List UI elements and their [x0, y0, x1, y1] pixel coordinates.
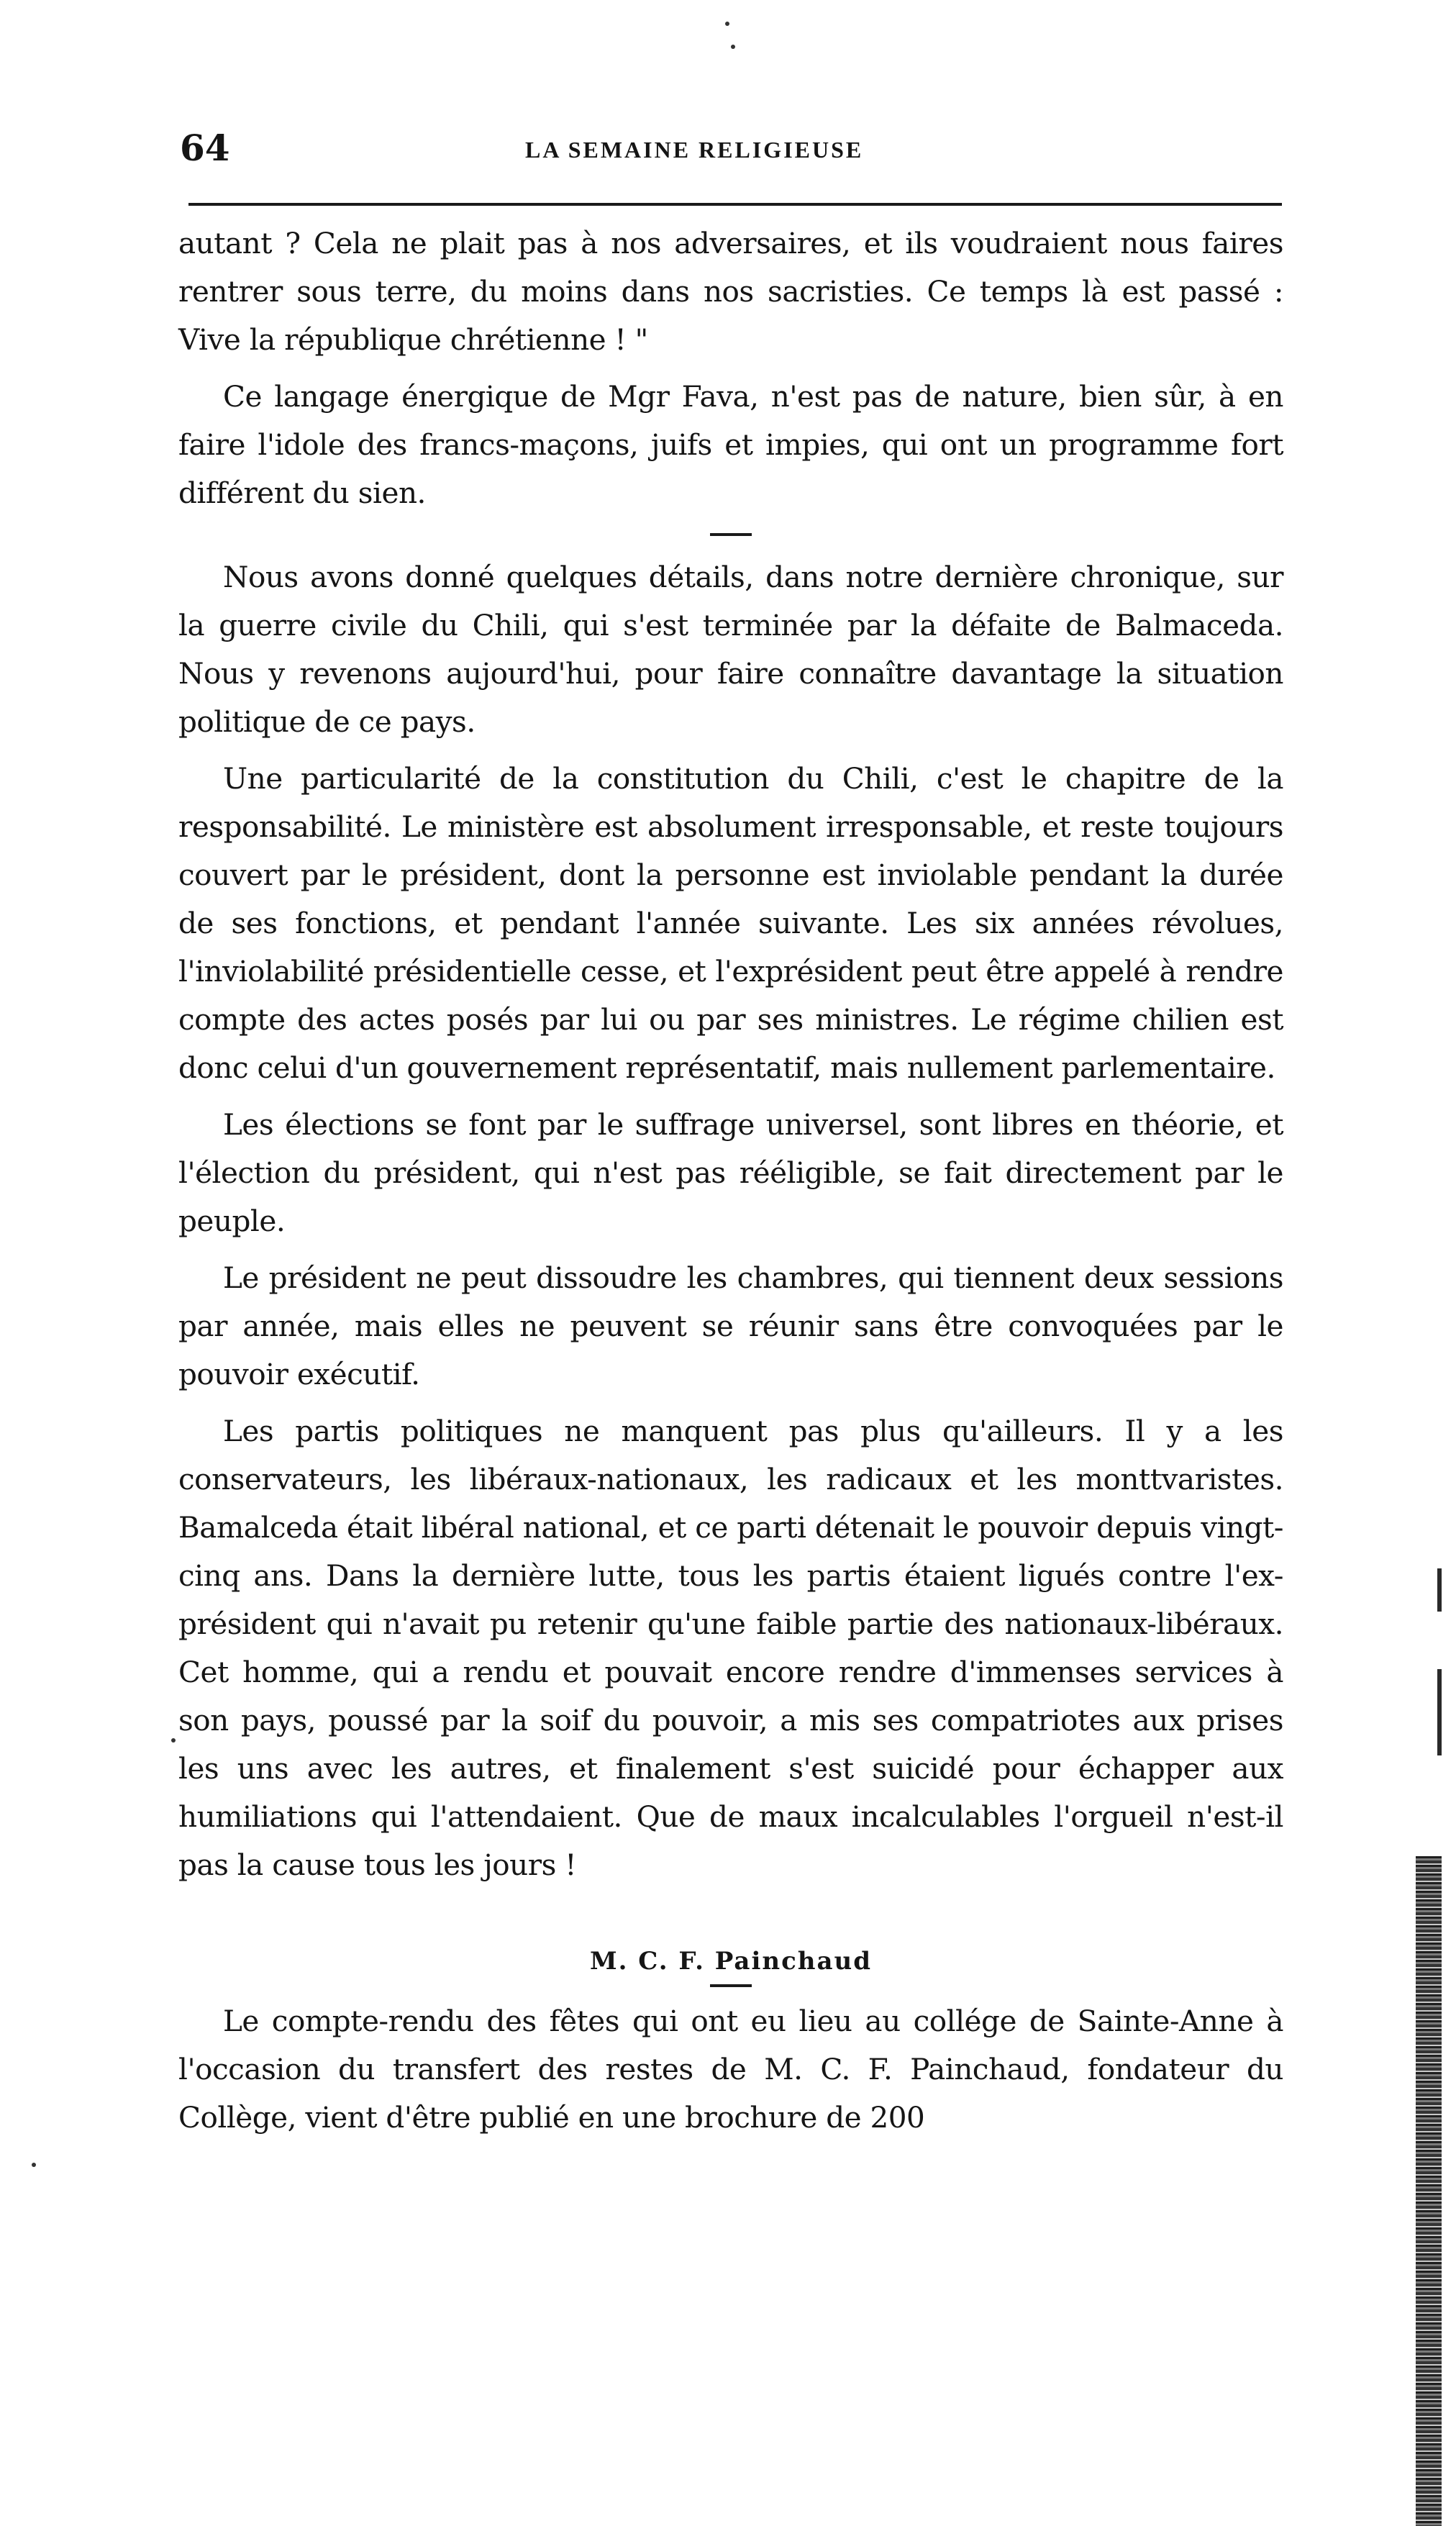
paragraph: Le président ne peut dissoudre les chambres, qui tiennent deux sessions par année, mais elles ne peuvent se réunir sans être convoquées par le pouvoir exécutif.: [178, 1260, 1283, 1391]
page-header: [180, 127, 1280, 177]
running-title: LA SEMAINE RELIGIEUSE: [525, 137, 864, 163]
paragraph: Les élections se font par le suffrage universel, sont libres en théorie, et l'élection du président, qui n'est pas rééligible, se fait directement par le peuple.: [178, 1107, 1283, 1238]
paragraph: Les partis politiques ne manquent pas plus qu'ailleurs. Il y a les conservateurs, les libéraux-nationaux, les radicaux et les monttvaristes. Bamalceda était libéral national, et ce parti détenait le pouvoir depuis vingt-cinq ans. Dans la dernière lutte, tous les partis étaient ligués contre l'ex-président qui n'avait pu retenir qu'une faible partie des nationaux-libéraux. Cet homme, qui a rendu et pouvait encore rendre d'immenses services à son pays, poussé par la soif du pouvoir, a mis ses compatriotes aux prises les uns avec les autres, et finalement s'est suicidé pour échapper aux humiliations qui l'attendaient. Que de maux incalculables l'orgueil n'est-il pas la cause tous les jours !: [178, 1414, 1283, 1882]
scan-speck: [171, 1738, 176, 1743]
section-paragraph: Le compte-rendu des fêtes qui ont eu lieu au collége de Sainte-Anne à l'occasion du transfert des restes de M. C. F. Painchaud, fondateur du Collège, vient d'être publié en une brochure de 200: [178, 2004, 1283, 2135]
binding-edge-scan-artifact: [1416, 1856, 1442, 2526]
section-heading: M. C. F. Painchaud: [589, 1947, 873, 1976]
scan-speck: [731, 45, 735, 49]
header-rule: [188, 203, 1282, 206]
separator-dash: [710, 533, 752, 536]
margin-mark: [1437, 1669, 1442, 1755]
scan-speck: [725, 22, 729, 26]
margin-mark: [1437, 1568, 1442, 1612]
heading-dash: [710, 1984, 752, 1987]
page-number: 64: [180, 127, 230, 169]
scan-speck: [32, 2163, 36, 2167]
article-body: [178, 219, 1283, 2142]
paragraph: Une particularité de la constitution du Chili, c'est le chapitre de la responsabilité. Le ministère est absolument irresponsable, et reste toujours couvert par le président, dont la personne est inviolable pendant la durée de ses fonctions, et pendant l'année suivante. Les six années révolues, l'inviolabilité présidentielle cesse, et l'exprésident peut être appelé à rendre compte des actes posés par lui ou par ses ministres. Le régime chilien est donc celui d'un gouvernement représentatif, mais nullement parlementaire.: [178, 761, 1283, 1085]
paragraph-continuation: autant ? Cela ne plait pas à nos adversaires, et ils voudraient nous faires rentrer sous terre, du moins dans nos sacristies. Ce temps là est passé : Vive la république chrétienne ! ": [178, 226, 1283, 357]
paragraph: Nous avons donné quelques détails, dans notre dernière chronique, sur la guerre civile du Chili, qui s'est terminée par la défaite de Balmaceda. Nous y revenons aujourd'hui, pour faire connaître davantage la situation politique de ce pays.: [178, 560, 1283, 739]
paragraph: Ce langage énergique de Mgr Fava, n'est pas de nature, bien sûr, à en faire l'idole des francs-maçons, juifs et impies, qui ont un programme fort différent du sien.: [178, 379, 1283, 510]
